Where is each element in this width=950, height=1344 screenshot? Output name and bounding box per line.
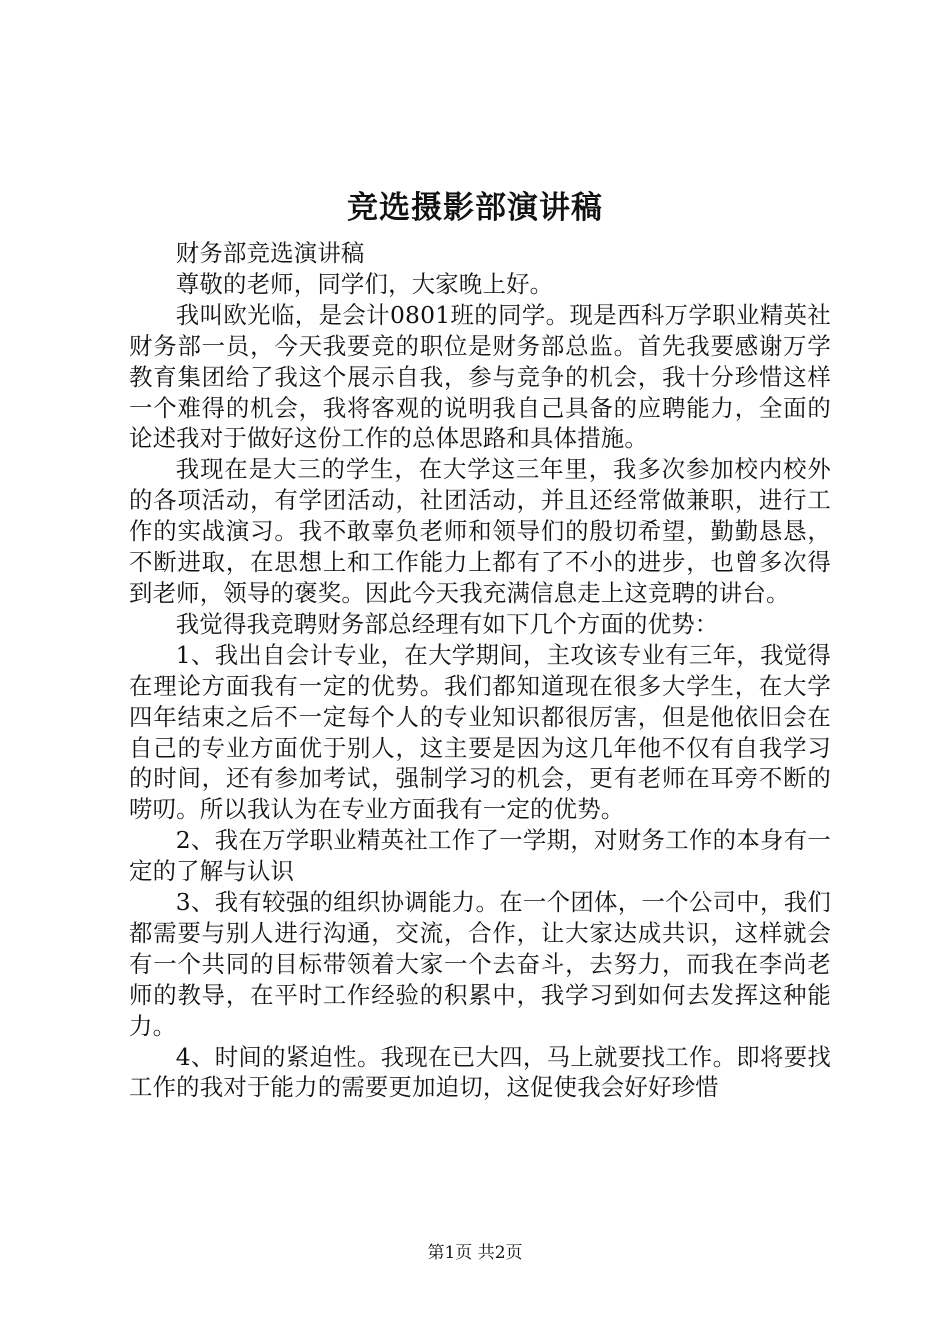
- page-footer: 第1页 共2页: [427, 1243, 523, 1263]
- paragraph: 3、我有较强的组织协调能力。在一个团体，一个公司中，我们都需要与别人进行沟通，交流，合作，让大家达成共识，这样就会有一个共同的目标带领着大家一个去奋斗，去努力，而我在李尚老师的教导，在平时工作经验的积累中，我学习到如何去发挥这种能力。: [129, 888, 831, 1040]
- document-body: [129, 238, 831, 1103]
- paragraph: 我觉得我竞聘财务部总经理有如下几个方面的优势：: [175, 609, 719, 638]
- paragraph: 我叫欧光临，是会计0801班的同学。现是西科万学职业精英社财务部一员，今天我要竞的职位是财务部总监。首先我要感谢万学教育集团给了我这个展示自我，参与竞争的机会，我十分珍惜这样一个难得的机会，我将客观的说明我自己具备的应聘能力，全面的论述我对于做好这份工作的总体思路和具体措施。: [129, 300, 831, 453]
- paragraph: 尊敬的老师，同学们，大家晚上好。: [175, 269, 554, 298]
- paragraph: 财务部竞选演讲稿: [175, 239, 365, 267]
- paragraph: 我现在是大三的学生，在大学这三年里，我多次参加校内校外的各项活动，有学团活动，社团活动，并且还经常做兼职，进行工作的实战演习。我不敢辜负老师和领导们的殷切希望，勤勤恳恳，不断进取，在思想上和工作能力上都有了不小的进步，也曾多次得到老师，领导的褒奖。因此今天我充满信息走上这竞聘的讲台。: [129, 455, 831, 607]
- paragraph: 1、我出自会计专业，在大学期间，主攻该专业有三年，我觉得在理论方面我有一定的优势。我们都知道现在很多大学生，在大学四年结束之后不一定每个人的专业知识都很厉害，但是他依旧会在自己的专业方面优于别人，这主要是因为这几年他不仅有自我学习的时间，还有参加考试，强制学习的机会，更有老师在耳旁不断的唠叨。所以我认为在专业方面我有一定的优势。: [129, 640, 831, 824]
- paragraph: 4、时间的紧迫性。我现在已大四，马上就要找工作。即将要找工作的我对于能力的需要更加迫切，这促使我会好好珍惜: [129, 1042, 831, 1102]
- paragraph: 2、我在万学职业精英社工作了一学期，对财务工作的本身有一定的了解与认识: [129, 826, 831, 886]
- document-title: 竞选摄影部演讲稿: [347, 190, 603, 226]
